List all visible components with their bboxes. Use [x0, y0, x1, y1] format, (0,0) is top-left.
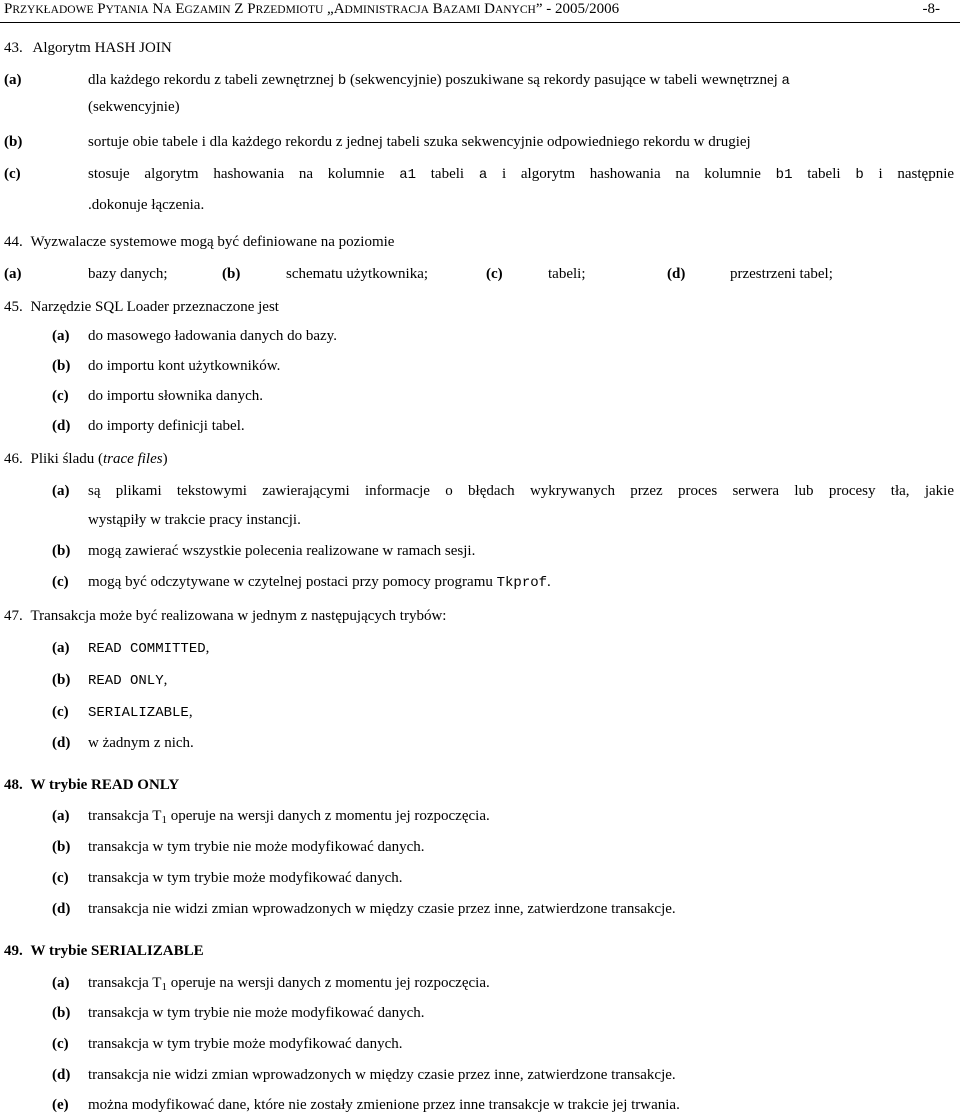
option-label: (a)	[4, 266, 22, 282]
header-title-part: N	[148, 1, 164, 17]
question-text-part: Pliki śladu (	[30, 451, 104, 467]
code-token: a1	[399, 167, 416, 183]
option-text-part: operuje na wersji danych z momentu jej rozpoczęcia.	[166, 808, 490, 824]
option-text	[88, 975, 490, 993]
header-title-part: Z	[230, 1, 244, 17]
header-title-part: „A	[323, 1, 345, 17]
option-label: (c)	[52, 870, 69, 886]
option-text	[88, 574, 551, 591]
code-token: b	[855, 167, 864, 183]
header-title	[4, 1, 619, 18]
option-text-part: tabeli	[807, 166, 841, 182]
question-number: 45.	[4, 299, 23, 315]
option-text: transakcja w tym trybie nie może modyfikować danych.	[88, 1005, 425, 1021]
option-label: (d)	[52, 1067, 71, 1083]
question-text-italic: trace files	[103, 451, 163, 467]
page-number: -8-	[922, 1, 940, 17]
option-text: można modyfikować dane, które nie zostały zmienione przez inne transakcje w trakcie jej trwania.	[88, 1097, 680, 1113]
option-text: bazy danych;	[88, 266, 168, 282]
option-label: (c)	[52, 1036, 69, 1052]
option-label: (b)	[52, 543, 71, 559]
header-title-part: P	[243, 1, 256, 17]
option-text-part: ,	[205, 640, 210, 656]
option-label: (d)	[667, 266, 686, 282]
code-token: b	[337, 73, 347, 89]
question-text: W trybie SERIALIZABLE	[30, 943, 204, 959]
option-label: (b)	[4, 134, 23, 150]
header-title-part: GZAMIN	[184, 4, 231, 16]
question-43	[4, 40, 172, 57]
question-number: 44.	[4, 234, 23, 250]
code-token: b1	[775, 167, 793, 183]
option-label: (b)	[222, 266, 241, 282]
question-number: 46.	[4, 451, 23, 467]
option-text-part: stosuje algorytm hashowania na kolumnie	[88, 166, 385, 182]
option-text: są plikami tekstowymi zawierającymi informacje o błędach wykrywanych przez proces serwera lub procesy tła, jakie	[88, 483, 954, 499]
code-token: Tkprof	[496, 575, 548, 591]
option-label: (b)	[52, 358, 71, 374]
option-text-part: mogą być odczytywane w czytelnej postaci przy pomocy programu	[88, 574, 493, 590]
option-label: (e)	[52, 1097, 69, 1113]
subscript: 1	[161, 981, 167, 993]
header-title-part: P	[4, 1, 13, 17]
option-text: do importu słownika danych.	[88, 388, 263, 404]
option-text	[88, 672, 167, 689]
question-text-part: )	[162, 451, 168, 467]
option-label: (a)	[52, 808, 70, 824]
option-label: (c)	[52, 574, 69, 590]
question-number: 43.	[4, 40, 23, 56]
question-text	[31, 451, 168, 467]
subscript: 1	[161, 814, 167, 826]
question-text: Algorytm HASH JOIN	[32, 40, 172, 56]
option-label: (b)	[52, 672, 71, 688]
option-text: tabeli;	[548, 266, 586, 282]
header-title-part: RZEDMIOTU	[255, 4, 324, 16]
option-label: (c)	[4, 166, 21, 182]
option-text-part: (sekwencyjnie) poszukiwane są rekordy pasujące w tabeli wewnętrznej	[350, 72, 778, 88]
option-label: (b)	[52, 839, 71, 855]
option-text-part: .	[547, 574, 551, 590]
option-text-part: i algorytm hashowania na kolumnie	[501, 166, 761, 182]
option-label: (a)	[52, 483, 70, 499]
option-text	[88, 72, 790, 89]
option-text: w żadnym z nich.	[88, 735, 194, 751]
option-text: do importu kont użytkowników.	[88, 358, 281, 374]
option-label: (c)	[486, 266, 503, 282]
page-header	[0, 0, 960, 23]
header-title-part: D	[480, 1, 495, 17]
option-label: (c)	[52, 704, 69, 720]
header-title-part: B	[428, 1, 443, 17]
option-text: do masowego ładowania danych do bazy.	[88, 328, 337, 344]
option-label: (a)	[52, 640, 70, 656]
code-token: SERIALIZABLE	[88, 705, 189, 721]
header-title-part: DMINISTRACJA	[344, 4, 429, 16]
header-title-part: ” - 2005/2006	[535, 1, 620, 17]
option-text-part: dla każdego rekordu z tabeli zewnętrznej	[88, 72, 335, 88]
header-title-part: YTANIA	[105, 4, 149, 16]
header-title-part: P	[93, 1, 106, 17]
code-token: a	[478, 167, 488, 183]
question-48	[4, 777, 179, 794]
option-text	[88, 704, 193, 721]
option-text: schematu użytkownika;	[286, 266, 429, 282]
question-number: 48.	[4, 777, 23, 793]
option-text: transakcja nie widzi zmian wprowadzonych w między czasie przez inne, zatwierdzone transakcje.	[88, 901, 676, 917]
option-text	[88, 640, 209, 657]
option-text-continuation: (sekwencyjnie)	[88, 99, 180, 115]
header-title-part: E	[171, 1, 185, 17]
option-text	[88, 166, 954, 183]
option-text: do importy definicji tabel.	[88, 418, 245, 434]
option-label: (a)	[4, 72, 22, 88]
option-text: transakcja w tym trybie może modyfikować danych.	[88, 1036, 403, 1052]
option-text: transakcja w tym trybie nie może modyfikować danych.	[88, 839, 425, 855]
code-token: READ COMMITTED	[88, 641, 206, 657]
header-title-part: ANYCH	[494, 4, 536, 16]
option-text: transakcja nie widzi zmian wprowadzonych w między czasie przez inne, zatwierdzone transakcje.	[88, 1067, 676, 1083]
option-text	[88, 808, 490, 826]
question-44	[4, 234, 394, 251]
question-text: Narzędzie SQL Loader przeznaczone jest	[30, 299, 279, 315]
option-text-part: transakcja T	[88, 975, 162, 991]
option-label: (d)	[52, 418, 71, 434]
question-46	[4, 451, 168, 468]
code-token: a	[781, 73, 790, 89]
option-text-part: ,	[163, 672, 168, 688]
question-49	[4, 943, 204, 960]
option-label: (c)	[52, 388, 69, 404]
header-title-part: AZAMI	[442, 4, 481, 16]
option-text-continuation: wystąpiły w trakcie pracy instancji.	[88, 512, 301, 528]
option-label: (d)	[52, 901, 71, 917]
question-45	[4, 299, 279, 316]
option-text-part: i następnie	[878, 166, 955, 182]
option-text: sortuje obie tabele i dla każdego rekordu z jednej tabeli szuka sekwencyjnie odpowiedniego rekordu w drugiej	[88, 134, 751, 150]
option-label: (a)	[52, 975, 70, 991]
option-text-part: operuje na wersji danych z momentu jej rozpoczęcia.	[166, 975, 490, 991]
header-title-part: A	[163, 4, 172, 16]
option-label: (d)	[52, 735, 71, 751]
question-text: Transakcja może być realizowana w jednym z następujących trybów:	[30, 608, 447, 624]
option-text: transakcja w tym trybie może modyfikować danych.	[88, 870, 403, 886]
header-title-part: RZYKŁADOWE	[12, 4, 94, 16]
question-47	[4, 608, 446, 625]
option-text: przestrzeni tabel;	[730, 266, 833, 282]
question-text: W trybie READ ONLY	[30, 777, 180, 793]
option-text: mogą zawierać wszystkie polecenia realizowane w ramach sesji.	[88, 543, 476, 559]
option-text-part: tabeli	[430, 166, 465, 182]
option-text-continuation: .dokonuje łączenia.	[88, 197, 205, 213]
code-token: READ ONLY	[88, 673, 164, 689]
option-text-part: ,	[188, 704, 193, 720]
question-text: Wyzwalacze systemowe mogą być definiowane na poziomie	[30, 234, 395, 250]
question-number: 49.	[4, 943, 23, 959]
option-label: (a)	[52, 328, 70, 344]
option-text-part: transakcja T	[88, 808, 162, 824]
question-number: 47.	[4, 608, 23, 624]
option-label: (b)	[52, 1005, 71, 1021]
